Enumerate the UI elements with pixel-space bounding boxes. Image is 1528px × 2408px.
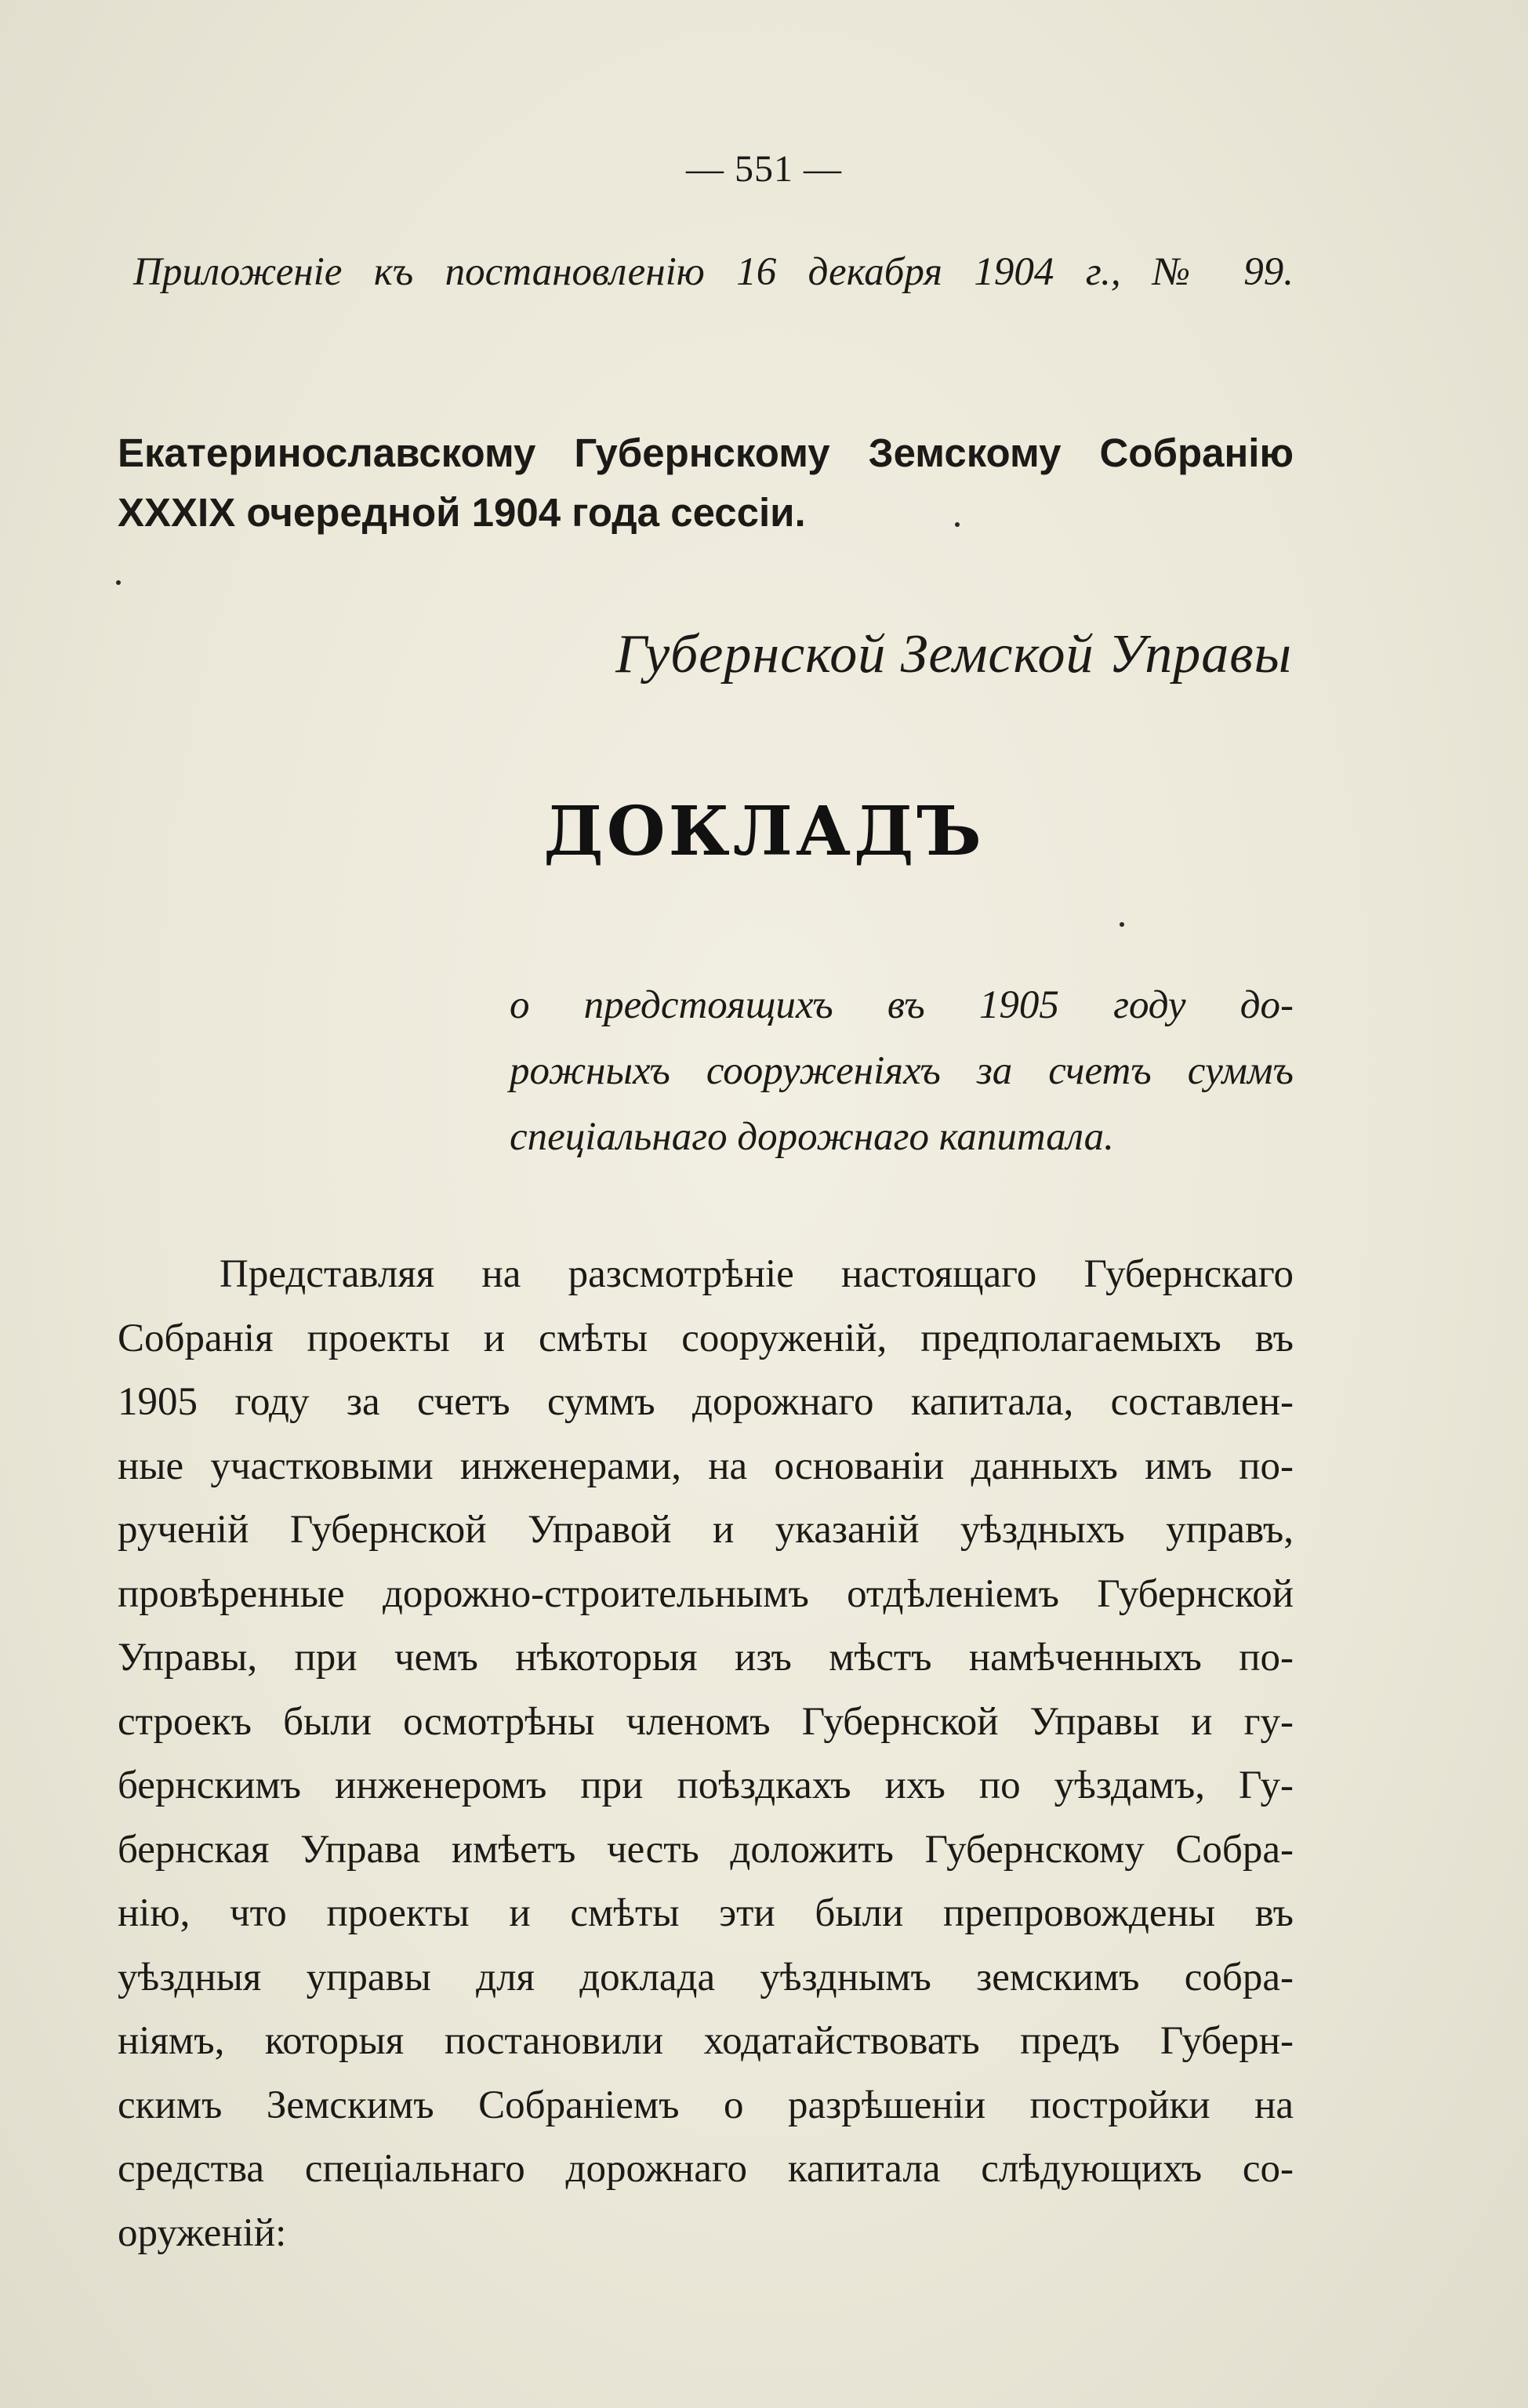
subject-line: спеціальнаго дорожнаго капитала. [510, 1115, 1114, 1159]
page-number: — 551 — [686, 148, 842, 190]
body-line: бернская Управа имѣетъ честь доложить Губернскому Собра- [118, 1827, 1294, 1872]
body-line: строекъ были осмотрѣны членомъ Губернской Управы и гу- [118, 1699, 1294, 1744]
addressee-line: XXXIX очередной 1904 года сессіи. [118, 490, 806, 535]
body-line: нію, что проекты и смѣты эти были препровождены въ [118, 1891, 1294, 1935]
body-line: 1905 году за счетъ суммъ дорожнаго капитала, составлен- [118, 1380, 1294, 1424]
body-line: средства спеціальнаго дорожнаго капитала слѣдующихъ со- [118, 2147, 1294, 2191]
body-line: оруженій: [118, 2210, 287, 2255]
addressee-block [118, 423, 1294, 543]
subject-block [510, 972, 1294, 1170]
print-speck [116, 580, 121, 585]
body-line: ніямъ, которыя постановили ходатайствовать предъ Губерн- [118, 2019, 1294, 2063]
subject-line: о предстоящихъ въ 1905 году до- [510, 983, 1294, 1027]
print-speck [955, 522, 960, 527]
body-line: уѣздныя управы для доклада уѣзднымъ земскимъ собра- [118, 1955, 1294, 1999]
document-title: ДОКЛАДЪ [543, 792, 985, 871]
body-line: скимъ Земскимъ Собраніемъ о разрѣшеніи постройки на [118, 2083, 1294, 2127]
body-line: Управы, при чемъ нѣкоторыя изъ мѣстъ намѣченныхъ по- [118, 1636, 1294, 1680]
addressee-line: Екатеринославскому Губернскому Земскому Собранію [118, 430, 1294, 475]
appendix-note: Приложеніе къ постановленію 16 декабря 1904 г., № 99. [133, 250, 1294, 294]
body-line: Собранія проекты и смѣты сооруженій, предполагаемыхъ въ [118, 1316, 1294, 1360]
body-line: ные участковыми инженерами, на основаніи данныхъ имъ по- [118, 1444, 1294, 1488]
subject-line: рожныхъ сооруженіяхъ за счетъ суммъ [510, 1049, 1294, 1093]
authority-heading: Губернской Земской Управы [615, 624, 1292, 685]
body-line: рученій Губернской Управой и указаній уѣздныхъ управъ, [118, 1508, 1294, 1552]
print-speck [1120, 922, 1124, 927]
body-line: бернскимъ инженеромъ при поѣздкахъ ихъ по уѣздамъ, Гу- [118, 1763, 1294, 1807]
body-line: Представляя на разсмотрѣніе настоящаго Губернскаго [220, 1252, 1294, 1296]
body-paragraph [118, 1243, 1294, 2265]
body-line: провѣренные дорожно-строительнымъ отдѣленіемъ Губернской [118, 1571, 1294, 1616]
